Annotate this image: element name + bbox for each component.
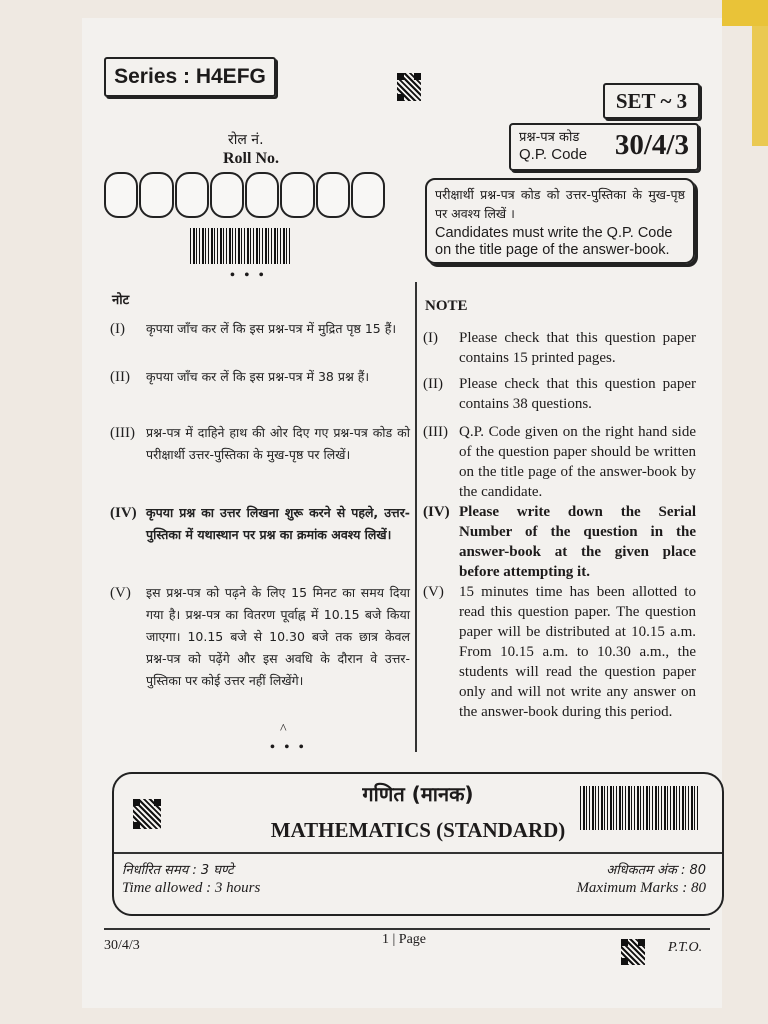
note-hindi-item: (III) प्रश्न-पत्र में दाहिने हाथ की ओर दिए गए प्रश्न-पत्र कोड को परीक्षार्थी उत्तर-पुस्तिका के मुख-पृष्ठ पर लिखें। xyxy=(110,425,410,462)
subject-title-english: MATHEMATICS (STANDARD) xyxy=(270,818,566,842)
yellow-tape-edge xyxy=(752,26,768,146)
note-english-item: (I) Please check that this question paper contains 15 printed pages. xyxy=(423,330,696,366)
caret-mark: ^ xyxy=(280,722,287,737)
time-allowed-hindi: निर्धारित समय : 3 घण्टे xyxy=(122,863,234,878)
qp-label-english: Q.P. Code xyxy=(519,146,588,163)
footer-page-number: 1 | Page xyxy=(382,932,427,947)
note-hindi-item: (V) इस प्रश्न-पत्र को पढ़ने के लिए 15 मिनट का समय दिया गया है। प्रश्न-पत्र का वितरण पूर्वाह्न में 10.15 बजे किया जाएगा। 10.15 बजे से 10.30 बजे तक छात्र केवल प्रश्न-पत्र को पढ़ेंगे और इस अवधि के दौरान वे उत्तर-पुस्तिका पर कोई उत्तर नहीं लिखेंगे। xyxy=(110,585,410,688)
roll-cell[interactable] xyxy=(316,172,350,218)
candidates-note-english: Candidates must write the Q.P. Code on the title page of the answer-book. xyxy=(435,225,673,258)
note-title-hindi: नोट xyxy=(112,293,130,308)
subject-box xyxy=(112,772,724,916)
candidates-instruction-box xyxy=(425,178,695,264)
qp-code-box xyxy=(509,123,699,171)
note-english-item: (II) Please check that this question paper contains 38 questions. xyxy=(423,376,696,412)
roll-number-boxes[interactable] xyxy=(104,172,386,218)
qr-code-icon xyxy=(396,72,422,102)
roll-cell[interactable] xyxy=(175,172,209,218)
roll-cell[interactable] xyxy=(280,172,314,218)
footer-rule xyxy=(104,928,710,930)
note-hindi-item: (I) कृपया जाँच कर लें कि इस प्रश्न-पत्र में मुद्रित पृष्ठ 15 हैं। xyxy=(110,321,397,337)
qp-label-hindi: प्रश्न-पत्र कोड xyxy=(519,130,580,145)
yellow-tape xyxy=(722,0,768,26)
note-title-english: NOTE xyxy=(425,298,468,314)
roll-label-english: Roll No. xyxy=(223,150,279,167)
roll-cell[interactable] xyxy=(245,172,279,218)
series-box: Series : H4EFG xyxy=(104,57,276,97)
candidates-note-hindi: परीक्षार्थी प्रश्न-पत्र कोड को उत्तर-पुस्तिका के मुख-पृष्ठ पर अवश्य लिखें । xyxy=(435,187,685,221)
note-english-item: (IV) Please write down the Serial Number of the question in the answer-book at the given place before attempting it. xyxy=(423,504,696,580)
roll-cell[interactable] xyxy=(351,172,385,218)
subject-title-hindi: गणित (मानक) xyxy=(362,782,474,806)
separator-dots: • • • xyxy=(230,268,267,283)
note-english-item: (III) Q.P. Code given on the right hand side of the question paper should be written on the title page of the answer-book by the candidate. xyxy=(423,424,696,500)
roll-cell[interactable] xyxy=(210,172,244,218)
footer-pto: P.T.O. xyxy=(668,940,703,955)
note-hindi-item: (II) कृपया जाँच कर लें कि इस प्रश्न-पत्र में 38 प्रश्न हैं। xyxy=(110,369,370,385)
roll-cell[interactable] xyxy=(104,172,138,218)
roll-label-hindi: रोल नं. xyxy=(228,132,264,148)
roll-cell[interactable] xyxy=(139,172,173,218)
separator-dots: • • • xyxy=(270,740,307,755)
max-marks-hindi: अधिकतम अंक : 80 xyxy=(606,863,706,878)
note-hindi-item: (IV) कृपया प्रश्न का उत्तर लिखना शुरू करने से पहले, उत्तर-पुस्तिका में यथास्थान पर प्रश्न का क्रमांक अवश्य लिखें। xyxy=(110,505,410,542)
barcode-icon xyxy=(190,228,290,264)
footer-qp-code: 30/4/3 xyxy=(104,938,140,953)
qp-code: 30/4/3 xyxy=(614,129,689,161)
column-divider xyxy=(415,282,417,752)
qr-code-icon xyxy=(620,938,646,966)
note-english-item: (V) 15 minutes time has been allotted to read this question paper. The question paper will be distributed at 10.15 a.m. From 10.15 a.m. to 10.30 a.m., the students will read the question paper only and will not write any answer on the answer-book during this period. xyxy=(423,584,696,720)
time-allowed-english: Time allowed : 3 hours xyxy=(122,880,261,896)
max-marks-english: Maximum Marks : 80 xyxy=(576,880,706,896)
set-box: SET ~ 3 xyxy=(603,83,700,119)
subject-separator xyxy=(114,852,722,854)
